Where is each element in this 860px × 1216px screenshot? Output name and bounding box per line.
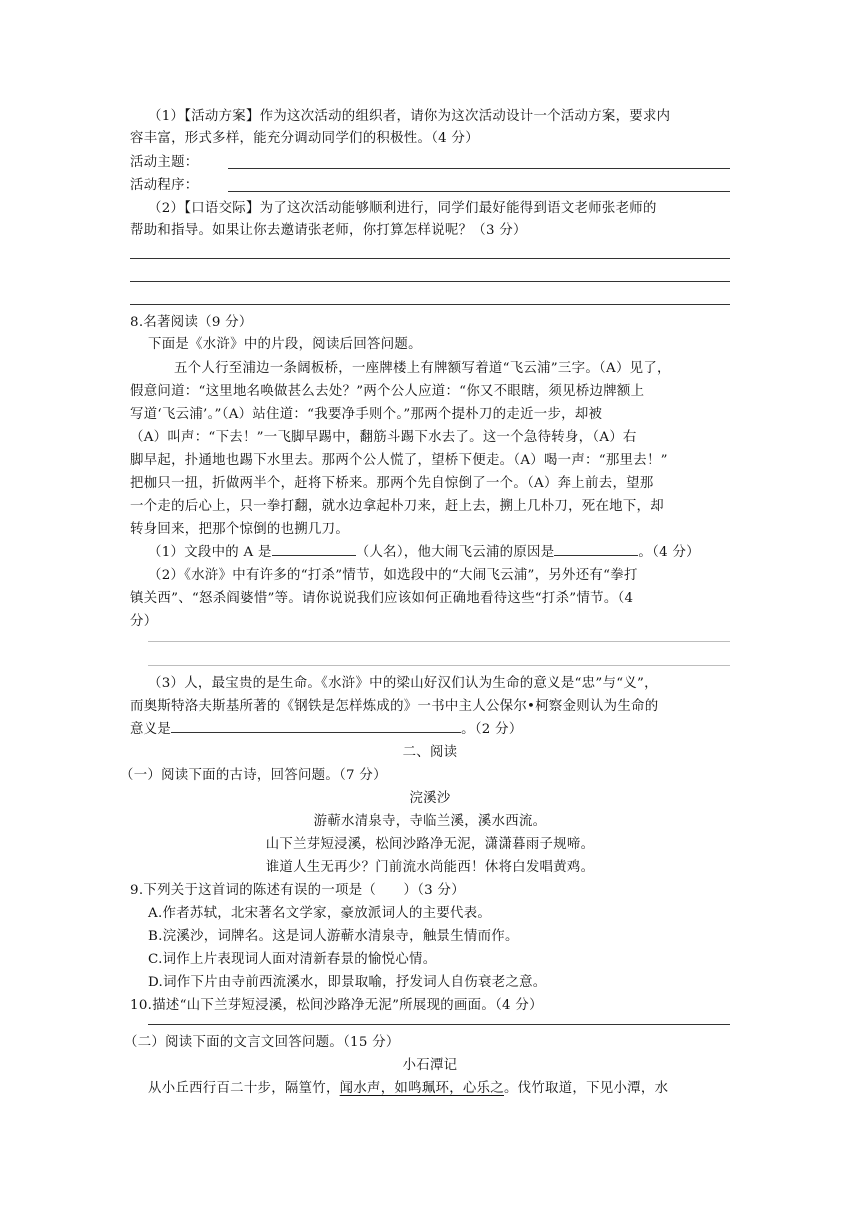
activity-q2-line1: （2）【口语交际】为了这次活动能够顺利进行，同学们最好能得到语文老师张老师的 bbox=[148, 201, 657, 216]
classics-q3-line: 而奥斯特洛夫斯基所著的《钢铁是怎样炼成的》一书中主人公保尔•柯察金则认为生命的 bbox=[130, 699, 659, 714]
passage-line: 转身回来，把那个惊倒的也搠几刀。 bbox=[130, 522, 350, 537]
meaning-of-life-blank[interactable] bbox=[171, 732, 461, 733]
prose-line bbox=[148, 1078, 730, 1100]
activity-theme-blank[interactable] bbox=[228, 168, 730, 169]
poem-line: 山下兰芽短浸溪，松间沙路净无泥，潇潇暮雨子规啼。 bbox=[265, 837, 595, 852]
classics-q1 bbox=[148, 542, 748, 564]
poem-line: 谁道人生无再少？门前流水尚能西！休将白发唱黄鸡。 bbox=[265, 860, 595, 875]
question-9: 9.下列关于这首词的陈述有误的一项是（ ）（3 分） bbox=[130, 883, 465, 898]
q9-option: A.作者苏轼，北宋著名文学家，豪放派词人的主要代表。 bbox=[148, 906, 492, 921]
classics-intro: 下面是《水浒》中的片段，阅读后回答问题。 bbox=[148, 337, 422, 352]
activity-theme-label: 活动主题： bbox=[130, 155, 199, 170]
activity-program-label: 活动程序： bbox=[130, 178, 199, 193]
classics-q2-answer-line-2[interactable] bbox=[148, 665, 730, 666]
classics-q1-part-b: （人名），他大闹飞云浦的原因是 bbox=[355, 545, 555, 560]
q10-answer-line[interactable] bbox=[148, 1024, 730, 1025]
poem-line: 游蕲水清泉寺，寺临兰溪，溪水西流。 bbox=[313, 814, 547, 829]
reason-blank[interactable] bbox=[554, 555, 638, 556]
classics-q3-line-end bbox=[130, 719, 730, 741]
passage-line: 写道‘飞云浦’。”（A）站住道：“我要净手则个。”那两个提朴刀的走近一步，却被 bbox=[130, 407, 603, 422]
classics-q3-part-a: 意义是 bbox=[130, 722, 172, 737]
passage-line: 把枷只一扭，折做两半个，赶将下桥来。那两个先自惊倒了一个。（A）奔上前去，望那 bbox=[130, 476, 654, 491]
passage-line: 五个人行至浦边一条阔板桥，一座牌楼上有牌额写着道“飞云浦”三字。（A）见了， bbox=[174, 361, 671, 376]
classics-q3-part-b: 。（2 分） bbox=[461, 722, 523, 737]
passage-line: （A）叫声：“下去！”一飞脚早踢中，翻筋斗踢下水去了。这一个急待转身，（A）右 bbox=[130, 430, 637, 445]
activity-q1-line1: （1）【活动方案】作为这次活动的组织者，请你为这次活动设计一个活动方案，要求内 bbox=[148, 109, 671, 124]
classics-q2-line: 分） bbox=[130, 614, 158, 629]
character-name-blank[interactable] bbox=[272, 555, 356, 556]
section-title: 二、阅读 bbox=[402, 745, 458, 760]
reading-part1-heading: （一）阅读下面的古诗，回答问题。（7 分） bbox=[120, 768, 387, 783]
answer-line-1[interactable] bbox=[130, 258, 730, 259]
classics-q3-line: （3）人，最宝贵的是生命。《水浒》中的梁山好汉们认为生命的意义是“忠”与“义”， bbox=[148, 676, 658, 691]
q9-option: D.词作下片由寺前西流溪水，即景取喻，抒发词人自伤衰老之意。 bbox=[148, 975, 547, 990]
classics-q1-part-c: 。（4 分） bbox=[638, 545, 700, 560]
classics-q2-answer-line-1[interactable] bbox=[148, 641, 730, 642]
prose-title: 小石潭记 bbox=[402, 1058, 458, 1073]
classics-heading: 8.名著阅读（9 分） bbox=[130, 315, 253, 330]
poem-title: 浣溪沙 bbox=[409, 791, 451, 806]
classics-q1-part-a: （1）文段中的 A 是 bbox=[148, 545, 272, 560]
q9-option: B.浣溪沙，词牌名。这是词人游蕲水清泉寺，触景生情而作。 bbox=[148, 929, 519, 944]
activity-q1-line2: 容丰富，形式多样，能充分调动同学们的积极性。（4 分） bbox=[130, 131, 479, 146]
answer-line-2[interactable] bbox=[130, 281, 730, 282]
prose-underlined-phrase: 闻水声，如鸣珮环，心乐之 bbox=[339, 1081, 504, 1096]
question-10: 10.描述“山下兰芽短浸溪，松间沙路净无泥”所展现的画面。（4 分） bbox=[130, 998, 543, 1013]
passage-line: 一个走的后心上，只一拳打翻，就水边拿起朴刀来，赶上去，搠上几朴刀，死在地下，却 bbox=[130, 499, 664, 514]
classics-q2-line: 镇关西”、“怒杀阎婆惜”等。请你说说我们应该如何正确地看待这些“打杀”情节。（4 bbox=[130, 591, 634, 606]
passage-line: 假意问道：“这里地名唤做甚么去处？”两个公人应道：“你又不眼瞎，须见桥边牌额上 bbox=[130, 384, 645, 399]
q9-option: C.词作上片表现词人面对清新春景的愉悦心情。 bbox=[148, 952, 437, 967]
classics-q2-line: （2）《水浒》中有许多的“打杀”情节，如选段中的“大闹飞云浦”，另外还有“拳打 bbox=[148, 568, 638, 583]
activity-q2-line2: 帮助和指导。如果让你去邀请张老师，你打算怎样说呢？（3 分） bbox=[130, 223, 527, 238]
reading-part2-heading: （二）阅读下面的文言文回答问题。（15 分） bbox=[124, 1035, 400, 1050]
prose-text-a: 从小丘西行百二十步，隔篁竹， bbox=[148, 1081, 340, 1096]
activity-program-blank[interactable] bbox=[228, 191, 730, 192]
answer-line-3[interactable] bbox=[130, 304, 730, 305]
passage-line: 脚早起，扑通地也踢下水里去。那两个公人慌了，望桥下便走。（A）喝一声：“那里去！” bbox=[130, 453, 668, 468]
prose-text-b: 。伐竹取道，下见小潭，水 bbox=[503, 1081, 669, 1096]
